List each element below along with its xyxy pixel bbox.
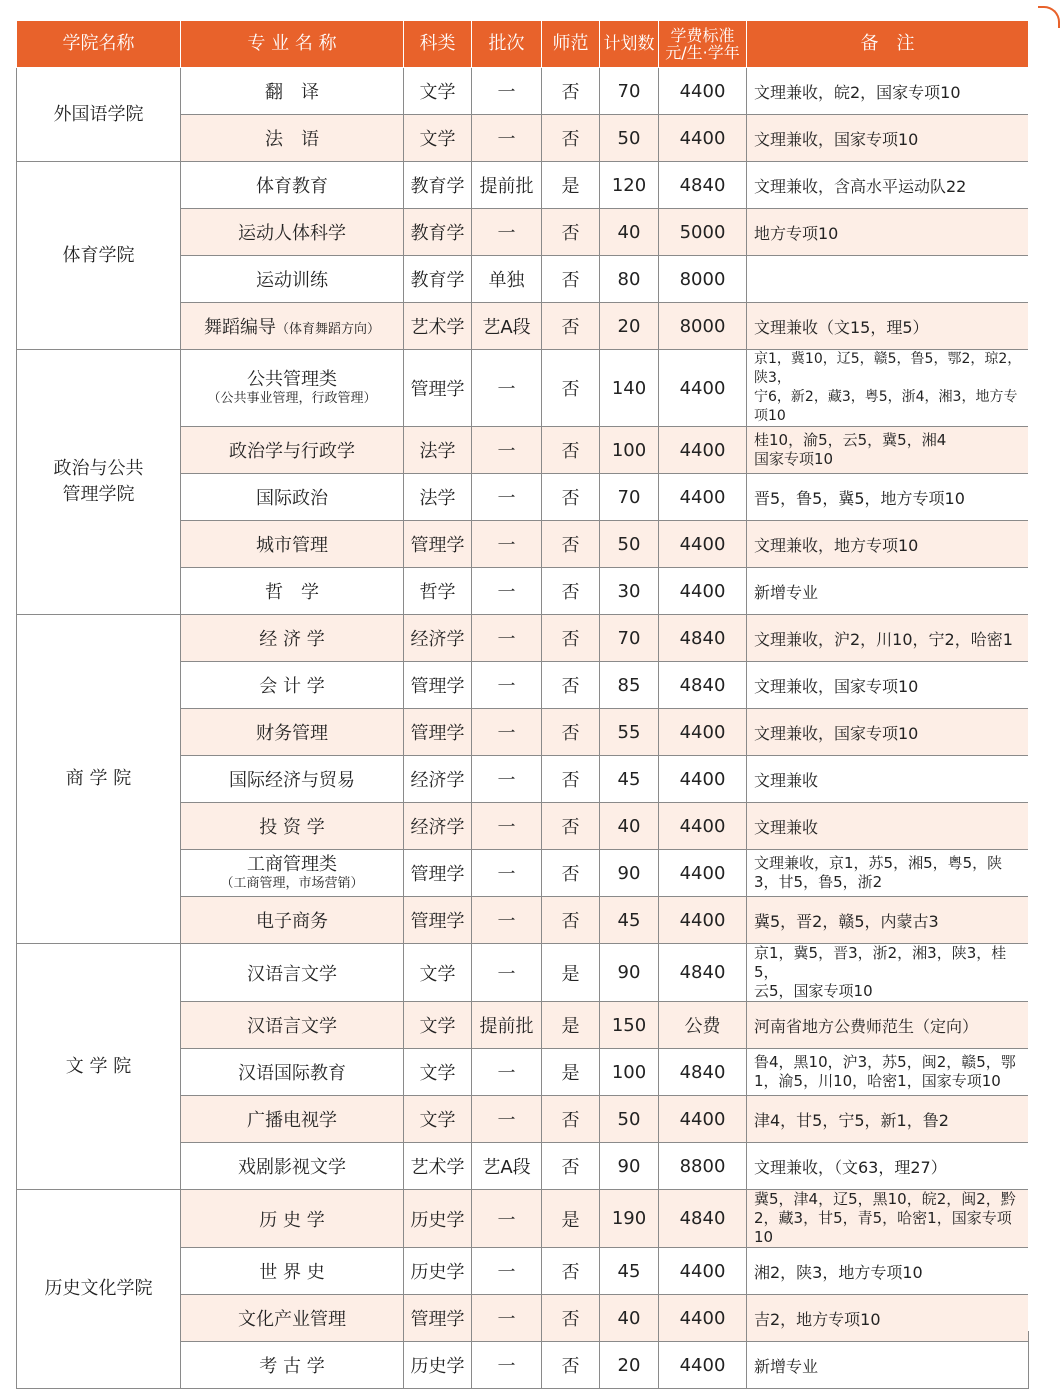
category: 经济学: [404, 615, 472, 662]
plan: 80: [600, 256, 659, 303]
major-name: 运动人体科学: [181, 209, 404, 256]
table-row: [17, 944, 1029, 1002]
normal: 是: [542, 1049, 600, 1096]
category: 历史学: [404, 1342, 472, 1389]
normal: 否: [542, 474, 600, 521]
plan: 45: [600, 756, 659, 803]
major-name: 翻 译: [181, 68, 404, 115]
remark: 文理兼收（文15，理5）: [747, 303, 1029, 350]
major-name: 经 济 学: [181, 615, 404, 662]
remark: 晋5，鲁5，冀5，地方专项10: [747, 474, 1029, 521]
normal: 是: [542, 1002, 600, 1049]
college-name: 历史文化学院: [17, 1190, 181, 1389]
plan: 45: [600, 897, 659, 944]
table-row: [17, 1190, 1029, 1248]
fee: 4400: [659, 1248, 747, 1295]
category: 艺术学: [404, 303, 472, 350]
college-name: 外国语学院: [17, 68, 181, 162]
normal: 否: [542, 709, 600, 756]
college-name: 体育学院: [17, 162, 181, 350]
remark: 津4，甘5，宁5，新1，鲁2: [747, 1096, 1029, 1143]
remark: [747, 1190, 1029, 1248]
category: 管理学: [404, 850, 472, 897]
batch: 一: [472, 897, 542, 944]
major-name-main: 舞蹈编导: [203, 317, 276, 338]
remark: 地方专项10: [747, 209, 1029, 256]
category: 教育学: [404, 209, 472, 256]
major-name: [181, 850, 404, 897]
header-plan: 计划数: [600, 21, 659, 68]
fee: 4400: [659, 68, 747, 115]
category: 文学: [404, 944, 472, 1002]
normal: 否: [542, 662, 600, 709]
batch: 一: [472, 1342, 542, 1389]
remark: 文理兼收，皖2，国家专项10: [747, 68, 1029, 115]
fee: 4400: [659, 1342, 747, 1389]
batch: 艺A段: [472, 303, 542, 350]
remark: [747, 427, 1029, 474]
major-name: 汉语言文学: [181, 1002, 404, 1049]
plan: 70: [600, 615, 659, 662]
category: 经济学: [404, 803, 472, 850]
normal: 否: [542, 68, 600, 115]
fee: 4840: [659, 1049, 747, 1096]
batch: 一: [472, 427, 542, 474]
major-name: 考 古 学: [181, 1342, 404, 1389]
college-name-line2: 管理学院: [62, 484, 135, 505]
batch: 一: [472, 1248, 542, 1295]
batch: 一: [472, 1295, 542, 1342]
plan: 90: [600, 944, 659, 1002]
plan: 70: [600, 68, 659, 115]
normal: 否: [542, 303, 600, 350]
header-batch: 批次: [472, 21, 542, 68]
normal: 否: [542, 615, 600, 662]
remark: 新增专业: [747, 1342, 1029, 1389]
remark: 文理兼收，国家专项10: [747, 662, 1029, 709]
major-name: 历 史 学: [181, 1190, 404, 1248]
plan: 50: [600, 115, 659, 162]
fee: 4400: [659, 521, 747, 568]
category: 管理学: [404, 897, 472, 944]
major-name: 戏剧影视文学: [181, 1143, 404, 1190]
remark: 湘2，陕3，地方专项10: [747, 1248, 1029, 1295]
fee: 4400: [659, 803, 747, 850]
normal: 否: [542, 568, 600, 615]
category: 管理学: [404, 662, 472, 709]
remark: 新增专业: [747, 568, 1029, 615]
table-row: [17, 162, 1029, 209]
table-row: [17, 68, 1029, 115]
batch: 一: [472, 68, 542, 115]
plan: 150: [600, 1002, 659, 1049]
normal: 否: [542, 897, 600, 944]
fee: 4400: [659, 474, 747, 521]
normal: 否: [542, 1143, 600, 1190]
fee: 8000: [659, 256, 747, 303]
fee: 4400: [659, 850, 747, 897]
remark: 文理兼收，国家专项10: [747, 709, 1029, 756]
plan: 20: [600, 1342, 659, 1389]
remark: 文理兼收，（文63，理27）: [747, 1143, 1029, 1190]
fee: 4400: [659, 568, 747, 615]
category: 文学: [404, 1049, 472, 1096]
fee: 8000: [659, 303, 747, 350]
major-name-main: 工商管理类: [247, 854, 337, 875]
batch: 一: [472, 1049, 542, 1096]
remark: 文理兼收: [747, 756, 1029, 803]
category: 文学: [404, 68, 472, 115]
normal: 是: [542, 1190, 600, 1248]
major-name-main: 公共管理类: [247, 369, 337, 390]
plan: 50: [600, 521, 659, 568]
remark-line2: 国家专项10: [754, 450, 834, 468]
plan: 140: [600, 350, 659, 427]
normal: 否: [542, 209, 600, 256]
category: 历史学: [404, 1190, 472, 1248]
category: 法学: [404, 474, 472, 521]
batch: 一: [472, 209, 542, 256]
batch: 一: [472, 568, 542, 615]
fee: 4400: [659, 756, 747, 803]
plan: 40: [600, 209, 659, 256]
major-name: 哲 学: [181, 568, 404, 615]
remark-line1: 鲁4，黑10，沪3，苏5，闽2，赣5，鄂: [754, 1053, 1016, 1071]
major-name: 汉语言文学: [181, 944, 404, 1002]
major-name-sub: （工商管理，市场营销）: [220, 876, 364, 891]
table-row: [17, 615, 1029, 662]
category: 管理学: [404, 521, 472, 568]
category: 教育学: [404, 162, 472, 209]
fee: 4400: [659, 115, 747, 162]
table-row: [17, 350, 1029, 427]
fee: 公费: [659, 1002, 747, 1049]
plan: 30: [600, 568, 659, 615]
batch: 艺A段: [472, 1143, 542, 1190]
batch: 单独: [472, 256, 542, 303]
batch: 一: [472, 350, 542, 427]
remark-line1: 文理兼收，京1，苏5，湘5，粤5，陕: [754, 854, 1003, 872]
remark: [747, 944, 1029, 1002]
college-name-line1: 政治与公共: [53, 458, 144, 479]
remark: 河南省地方公费师范生（定向）: [747, 1002, 1029, 1049]
category: 哲学: [404, 568, 472, 615]
plan: 100: [600, 427, 659, 474]
remark-line1: 冀5，津4，辽5，黑10，皖2，闽2，黔: [754, 1190, 1016, 1208]
fee: 4400: [659, 897, 747, 944]
normal: 否: [542, 1248, 600, 1295]
batch: 一: [472, 850, 542, 897]
plan: 20: [600, 303, 659, 350]
table-header-row: [17, 21, 1029, 68]
batch: 提前批: [472, 162, 542, 209]
college-name: 商 学 院: [17, 615, 181, 944]
batch: 一: [472, 803, 542, 850]
major-name: 汉语国际教育: [181, 1049, 404, 1096]
normal: 否: [542, 521, 600, 568]
normal: 否: [542, 850, 600, 897]
normal: 否: [542, 756, 600, 803]
right-margin: [1028, 0, 1061, 1331]
category: 管理学: [404, 1295, 472, 1342]
batch: 一: [472, 662, 542, 709]
fee: 4400: [659, 350, 747, 427]
fee: 4840: [659, 615, 747, 662]
major-name: 政治学与行政学: [181, 427, 404, 474]
college-name: 文 学 院: [17, 944, 181, 1190]
fee: 8800: [659, 1143, 747, 1190]
header-fee-line2: 元/生·学年: [665, 43, 740, 62]
plan: 90: [600, 1143, 659, 1190]
remark: [747, 256, 1029, 303]
remark: [747, 350, 1029, 427]
remark: 文理兼收: [747, 803, 1029, 850]
plan: 120: [600, 162, 659, 209]
major-name: 会 计 学: [181, 662, 404, 709]
header-remark: 备 注: [747, 21, 1029, 68]
plan: 100: [600, 1049, 659, 1096]
major-name-sub: （体育舞蹈方向）: [275, 322, 380, 337]
normal: 否: [542, 427, 600, 474]
plan: 40: [600, 803, 659, 850]
remark-line1: 京1，冀10，辽5，赣5，鲁5，鄂2，琼2，陕3，: [754, 351, 1022, 386]
plan: 55: [600, 709, 659, 756]
category: 文学: [404, 115, 472, 162]
remark-line2: 云5，国家专项10: [754, 982, 873, 1000]
normal: 否: [542, 115, 600, 162]
remark: 文理兼收，地方专项10: [747, 521, 1029, 568]
major-name: 文化产业管理: [181, 1295, 404, 1342]
fee: 4400: [659, 1096, 747, 1143]
major-name: 财务管理: [181, 709, 404, 756]
fee: 4840: [659, 1190, 747, 1248]
major-name: 国际政治: [181, 474, 404, 521]
category: 经济学: [404, 756, 472, 803]
fee: 4840: [659, 662, 747, 709]
plan: 45: [600, 1248, 659, 1295]
header-normal: 师范: [542, 21, 600, 68]
remark: [747, 1049, 1029, 1096]
remark-line2: 宁6，新2，藏3，粤5，浙4，湘3，地方专项10: [754, 389, 1018, 424]
fee: 4840: [659, 944, 747, 1002]
remark: 文理兼收，含高水平运动队22: [747, 162, 1029, 209]
major-name: [181, 350, 404, 427]
category: 文学: [404, 1002, 472, 1049]
major-name: [181, 303, 404, 350]
category: 文学: [404, 1096, 472, 1143]
remark: 文理兼收，沪2，川10，宁2，哈密1: [747, 615, 1029, 662]
major-name: 体育教育: [181, 162, 404, 209]
normal: 否: [542, 256, 600, 303]
header-fee-line1: 学费标准: [670, 26, 735, 45]
plan: 85: [600, 662, 659, 709]
category: 管理学: [404, 709, 472, 756]
batch: 一: [472, 1096, 542, 1143]
batch: 一: [472, 521, 542, 568]
category: 教育学: [404, 256, 472, 303]
remark: [747, 850, 1029, 897]
remark-line1: 京1，冀5，晋3，浙2，湘3，陕3，桂5，: [754, 944, 1007, 981]
major-name: 广播电视学: [181, 1096, 404, 1143]
category: 历史学: [404, 1248, 472, 1295]
admission-plan-table: [16, 20, 1029, 1389]
major-name: 法 语: [181, 115, 404, 162]
remark-line2: 2，藏3，甘5，青5，哈密1，国家专项10: [754, 1209, 1012, 1246]
major-name: 运动训练: [181, 256, 404, 303]
normal: 否: [542, 1342, 600, 1389]
college-name: [17, 350, 181, 615]
batch: 一: [472, 709, 542, 756]
major-name: 城市管理: [181, 521, 404, 568]
major-name-sub: （公共事业管理，行政管理）: [207, 391, 377, 406]
normal: 是: [542, 162, 600, 209]
remark: 吉2，地方专项10: [747, 1295, 1029, 1342]
fee: 5000: [659, 209, 747, 256]
normal: 否: [542, 803, 600, 850]
remark: 冀5，晋2，赣5，内蒙古3: [747, 897, 1029, 944]
remark-line1: 桂10，渝5，云5，冀5，湘4: [754, 431, 947, 449]
batch: 一: [472, 115, 542, 162]
major-name: 世 界 史: [181, 1248, 404, 1295]
header-college: 学院名称: [17, 21, 181, 68]
major-name: 投 资 学: [181, 803, 404, 850]
plan: 50: [600, 1096, 659, 1143]
plan: 40: [600, 1295, 659, 1342]
batch: 一: [472, 756, 542, 803]
batch: 一: [472, 1190, 542, 1248]
plan: 90: [600, 850, 659, 897]
normal: 否: [542, 350, 600, 427]
normal: 否: [542, 1295, 600, 1342]
header-major: 专 业 名 称: [181, 21, 404, 68]
fee: 4840: [659, 162, 747, 209]
major-name: 电子商务: [181, 897, 404, 944]
category: 管理学: [404, 350, 472, 427]
category: 法学: [404, 427, 472, 474]
header-fee: [659, 21, 747, 68]
fee: 4400: [659, 427, 747, 474]
fee: 4400: [659, 1295, 747, 1342]
batch: 提前批: [472, 1002, 542, 1049]
batch: 一: [472, 474, 542, 521]
plan: 190: [600, 1190, 659, 1248]
plan: 70: [600, 474, 659, 521]
remark-line2: 3，甘5，鲁5，浙2: [754, 873, 883, 891]
major-name: 国际经济与贸易: [181, 756, 404, 803]
normal: 否: [542, 1096, 600, 1143]
admission-plan-table-wrapper: [16, 20, 1028, 1389]
batch: 一: [472, 944, 542, 1002]
remark: 文理兼收，国家专项10: [747, 115, 1029, 162]
remark-line2: 1，渝5，川10，哈密1，国家专项10: [754, 1072, 1001, 1090]
normal: 是: [542, 944, 600, 1002]
fee: 4400: [659, 709, 747, 756]
header-category: 科类: [404, 21, 472, 68]
batch: 一: [472, 615, 542, 662]
category: 艺术学: [404, 1143, 472, 1190]
